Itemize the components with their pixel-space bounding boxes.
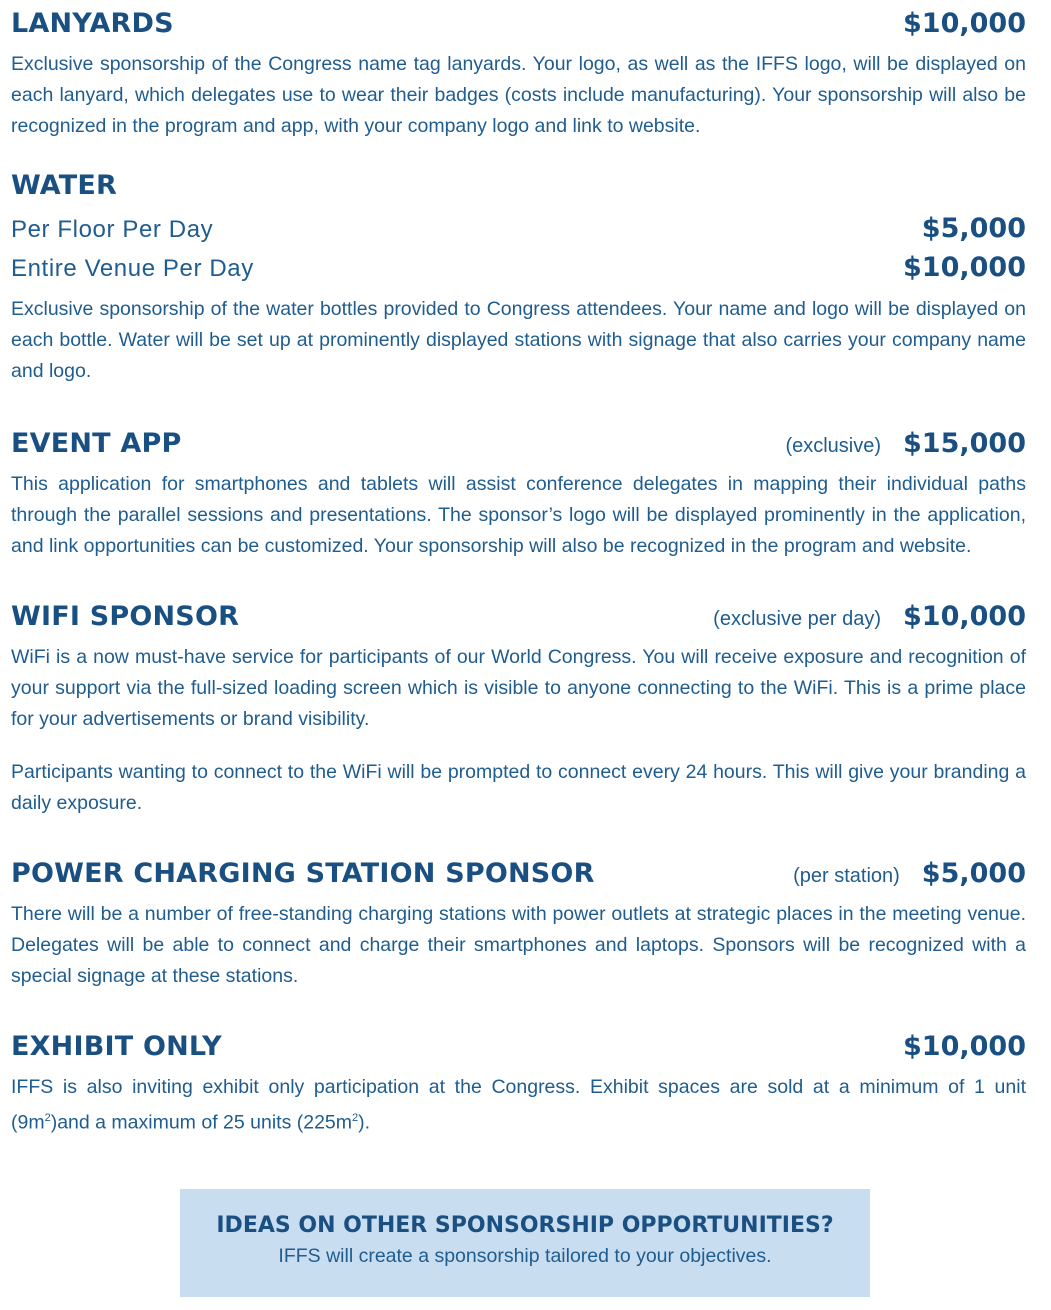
section-event-app bbox=[11, 424, 1026, 562]
water-option-entire-venue bbox=[11, 248, 1026, 287]
price-note: (exclusive per day) bbox=[713, 608, 882, 630]
option-label: Per Floor Per Day bbox=[11, 216, 214, 243]
section-price: $15,000 bbox=[903, 428, 1026, 459]
section-price: $10,000 bbox=[903, 8, 1026, 39]
exhibit-text-a: IFFS is also inviting exhibit only participation at the Congress. Exhibit spaces are sold at a minimum of 1 unit (9m bbox=[11, 1076, 1026, 1134]
section-price: $10,000 bbox=[903, 1031, 1026, 1062]
exhibit-text-c: ). bbox=[358, 1111, 371, 1134]
callout-text: IFFS will create a sponsorship tailored to your objectives. bbox=[278, 1245, 772, 1267]
option-label: Entire Venue Per Day bbox=[11, 255, 254, 282]
section-title: EXHIBIT ONLY bbox=[11, 1031, 222, 1062]
section-description: WiFi is a now must-have service for participants of our World Congress. You will receive exposure and recognition of your support via the full-sized loading screen which is visible to anyone connecting to the WiFi. This is a prime place for your advertisements or brand visibility. bbox=[11, 646, 1026, 730]
section-description-2: Participants wanting to connect to the WiFi will be prompted to connect every 24 hours. This will give your branding a daily exposure. bbox=[11, 761, 1026, 814]
option-price: $10,000 bbox=[903, 252, 1026, 283]
section-power-charging bbox=[11, 854, 1026, 992]
section-title: WATER bbox=[11, 170, 118, 201]
section-exhibit-only bbox=[11, 1027, 1026, 1139]
option-price: $5,000 bbox=[921, 213, 1026, 244]
section-title: POWER CHARGING STATION SPONSOR bbox=[11, 858, 595, 889]
section-price: $5,000 bbox=[921, 858, 1026, 889]
section-water bbox=[11, 166, 1026, 387]
section-description: There will be a number of free-standing charging stations with power outlets at strategic places in the meeting venue. Delegates will be able to connect and charge their smartphones and laptops. Sponsors will be recognized with a special signage at these stations. bbox=[11, 903, 1026, 987]
price-note: (exclusive) bbox=[785, 435, 882, 457]
water-option-per-floor bbox=[11, 209, 1026, 248]
callout-title: IDEAS ON OTHER SPONSORSHIP OPPORTUNITIES? bbox=[216, 1213, 834, 1238]
section-wifi-sponsor bbox=[11, 597, 1026, 819]
section-title: WIFI SPONSOR bbox=[11, 601, 240, 632]
section-description: Exclusive sponsorship of the water bottles provided to Congress attendees. Your name and logo will be displayed on each bottle. Water will be set up at prominently displayed stations with signage that also carries your company name and logo. bbox=[11, 298, 1026, 382]
section-description: Exclusive sponsorship of the Congress name tag lanyards. Your logo, as well as the IFFS logo, will be displayed on each lanyard, which delegates use to wear their badges (costs include manufacturing). Your sponsorship will also be recognized in the program and app, with your company logo and link to website. bbox=[11, 53, 1026, 137]
section-title: EVENT APP bbox=[11, 428, 182, 459]
price-note: (per station) bbox=[793, 865, 900, 887]
section-description: This application for smartphones and tablets will assist conference delegates in mapping their individual paths through the parallel sessions and presentations. The sponsor’s logo will be displayed prominently in the application, and link opportunities can be customized. Your sponsorship will also be recognized in the program and website. bbox=[11, 473, 1026, 557]
section-description bbox=[11, 1072, 1026, 1139]
section-lanyards bbox=[11, 4, 1026, 142]
exhibit-text-b: )and a maximum of 25 units (225m bbox=[50, 1111, 353, 1134]
superscript: 2 bbox=[44, 1112, 51, 1124]
section-title: LANYARDS bbox=[11, 8, 174, 39]
superscript: 2 bbox=[352, 1112, 359, 1124]
callout-box bbox=[180, 1189, 870, 1297]
section-price: $10,000 bbox=[903, 601, 1026, 632]
